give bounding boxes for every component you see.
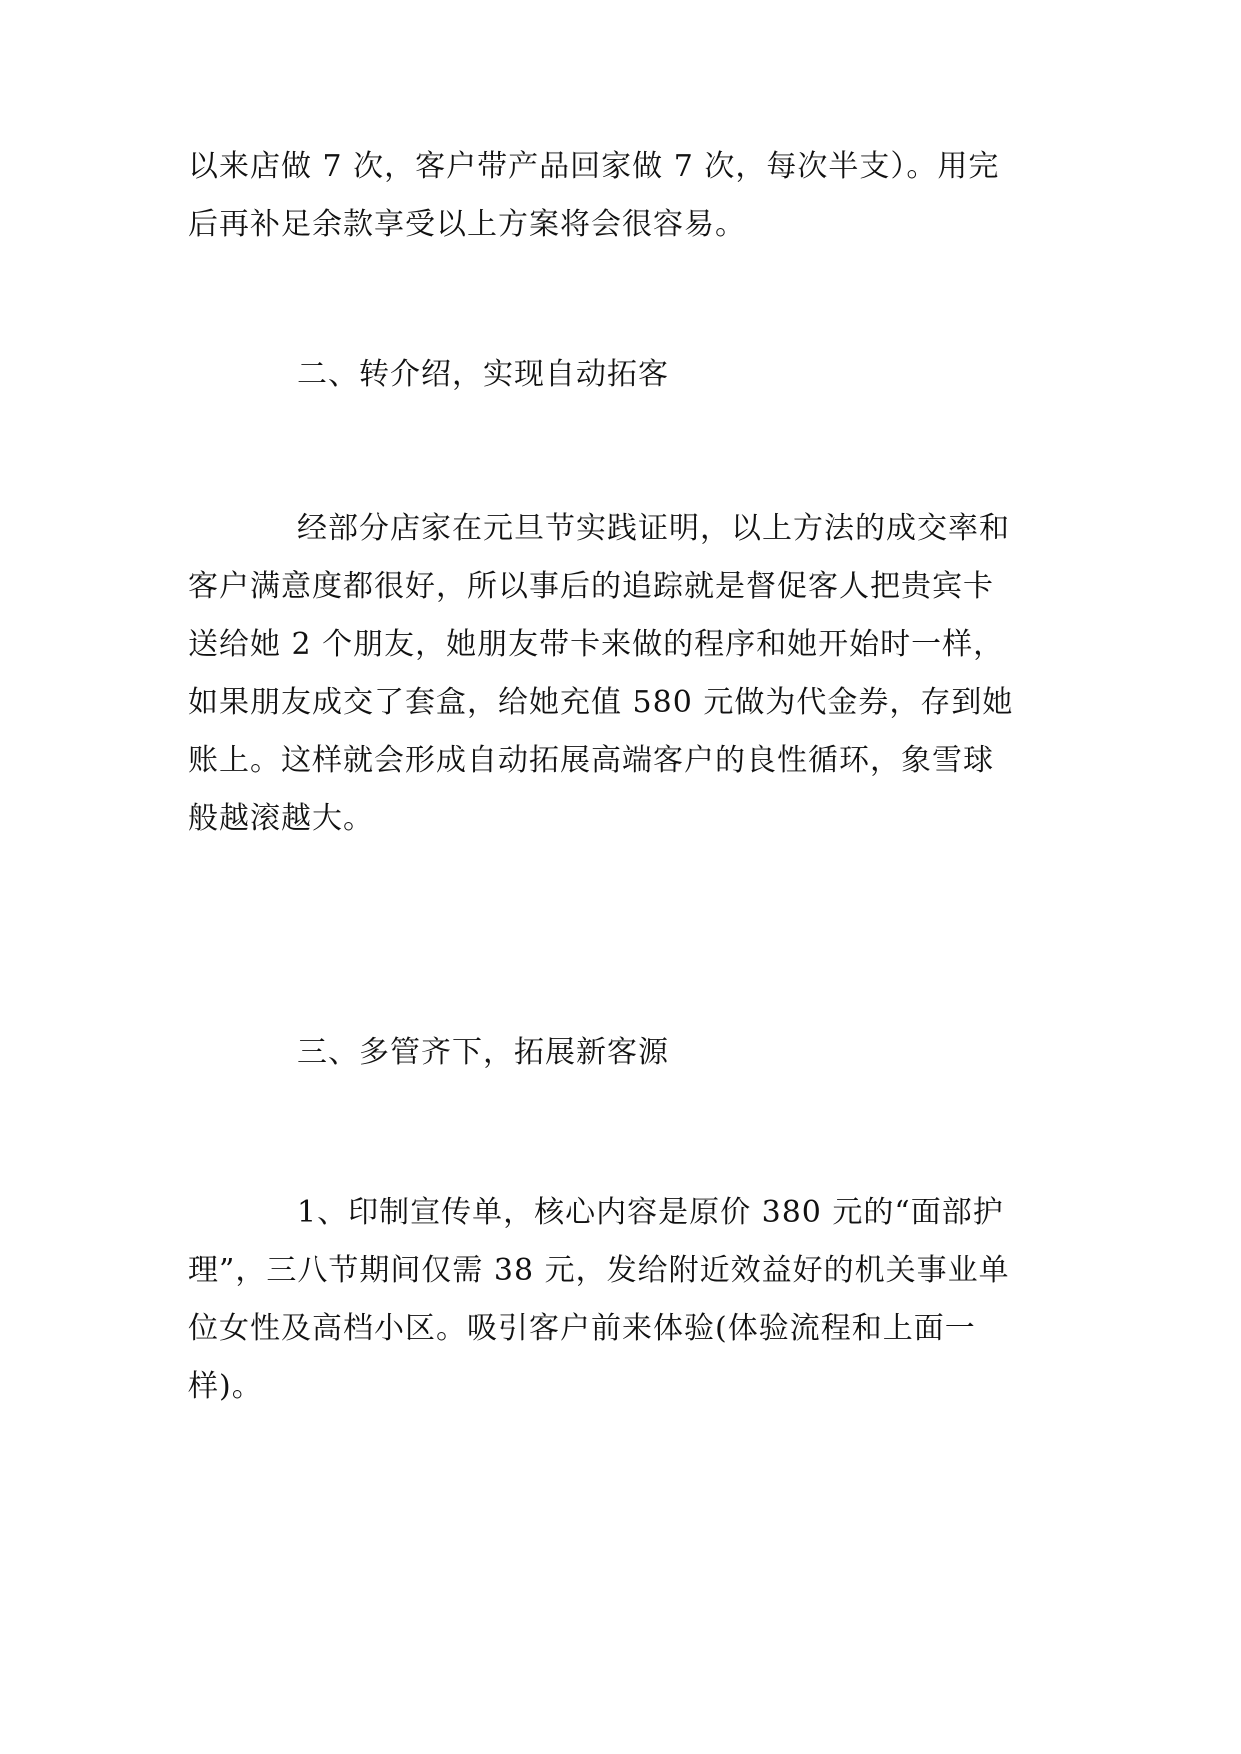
paragraph-line: 样)。 <box>188 1369 263 1404</box>
paragraph-line: 如果朋友成交了套盒，给她充值 580 元做为代金券，存到她 <box>188 685 1014 720</box>
paragraph-line: 般越滚越大。 <box>188 801 374 836</box>
section-heading-3: 三、多管齐下，拓展新客源 <box>297 1035 669 1070</box>
paragraph-line: 经部分店家在元旦节实践证明，以上方法的成交率和 <box>297 511 1010 546</box>
paragraph-line: 后再补足余款享受以上方案将会很容易。 <box>188 207 746 242</box>
paragraph-line: 送给她 2 个朋友，她朋友带卡来做的程序和她开始时一样， <box>188 627 1005 662</box>
paragraph-line: 以来店做 7 次，客户带产品回家做 7 次，每次半支）。用完 <box>188 149 1000 184</box>
paragraph-line: 账上。这样就会形成自动拓展高端客户的良性循环，象雪球 <box>188 743 994 778</box>
paragraph-line: 理”，三八节期间仅需 38 元，发给附近效益好的机关事业单 <box>188 1253 1010 1288</box>
section-heading-2: 二、转介绍，实现自动拓客 <box>297 357 669 392</box>
paragraph-line: 位女性及高档小区。吸引客户前来体验(体验流程和上面一 <box>188 1311 976 1346</box>
paragraph-line: 1、印制宣传单，核心内容是原价 380 元的“面部护 <box>297 1195 1004 1230</box>
paragraph-flyer <box>188 1184 1054 1416</box>
paragraph-referral <box>188 500 1054 848</box>
paragraph-intro <box>188 138 1054 254</box>
paragraph-line: 客户满意度都很好，所以事后的追踪就是督促客人把贵宾卡 <box>188 569 994 604</box>
